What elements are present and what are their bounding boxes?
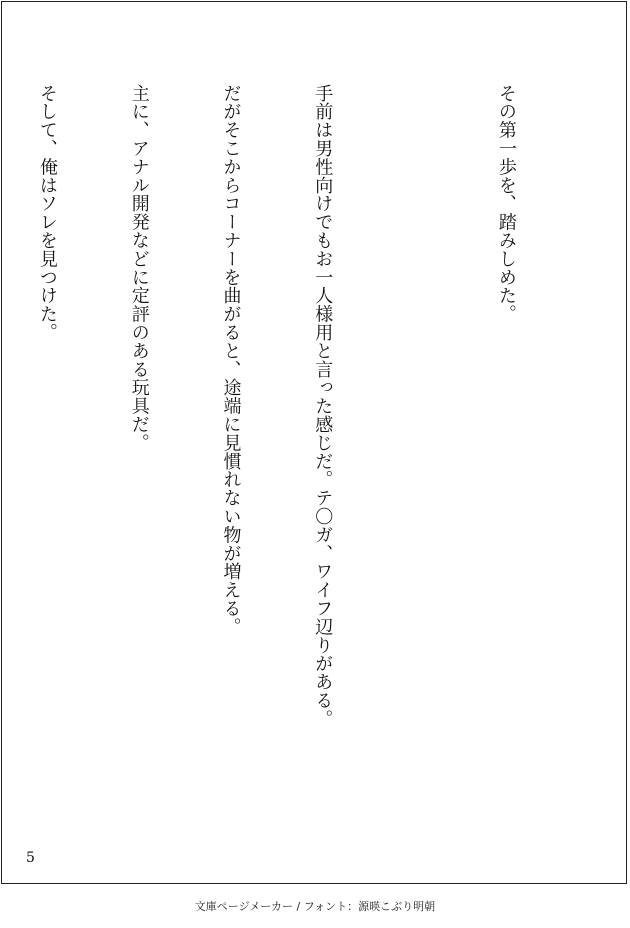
text-line: その第一歩を、踏みしめた。 bbox=[495, 84, 517, 324]
text-line: 主に、アナル開発などに定評のある玩具だ。 bbox=[128, 84, 150, 452]
page-number: 5 bbox=[26, 850, 35, 866]
text-line: そして、俺はソレを見つけた。 bbox=[36, 84, 58, 342]
vertical-text-body bbox=[0, 84, 582, 844]
text-line bbox=[398, 84, 429, 844]
text-line: だがそこからコーナーを曲がると、途端に見慣れない物が増える。 bbox=[220, 84, 242, 636]
page-frame bbox=[1, 1, 627, 884]
text-line: 手前は男性向けでもお一人様用と言った感じだ。テ〇ガ、ワイフ辺りがある。 bbox=[312, 84, 334, 728]
footer-credit: 文庫ページメーカー / フォント：源暎こぶり明朝 bbox=[194, 900, 436, 913]
